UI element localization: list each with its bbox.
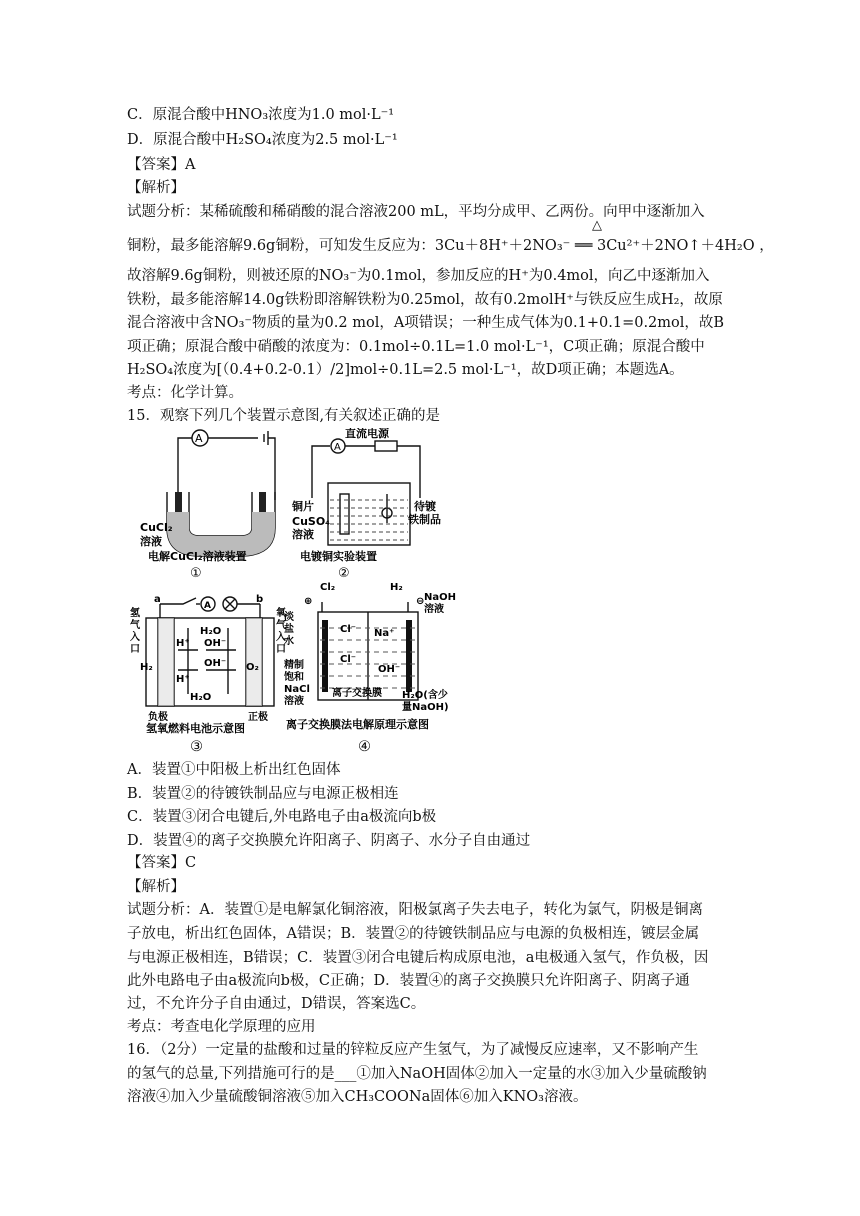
water-feed-label: H₂O(含少 bbox=[402, 690, 448, 701]
h2-label: H₂ bbox=[140, 662, 153, 673]
oh-label: OH⁻ bbox=[204, 638, 227, 649]
q15-option-c: C．装置③闭合电键后,外电路电子由a极流向b极 bbox=[127, 809, 437, 825]
fig1-solution-label: CuCl₂ bbox=[140, 521, 173, 534]
q15-analysis-line: 过，不允许分子自由通过，D错误，答案选C。 bbox=[127, 996, 426, 1012]
q14-analysis-line: 试题分析：某稀硫酸和稀硝酸的混合溶液200 mL，平均分成甲、乙两份。向甲中逐渐加入 bbox=[127, 204, 705, 220]
fig2-copper-label: 铜片 bbox=[292, 500, 314, 513]
h2-inlet-label: 气 bbox=[130, 620, 140, 631]
fig4-caption: 离子交换膜法电解原理示意图 bbox=[286, 718, 429, 731]
ammeter-label: A bbox=[204, 601, 211, 611]
ammeter-label: A bbox=[195, 432, 203, 445]
q14-analysis-line: H₂SO₄浓度为[（0.4+0.2-0.1）/2]mol÷0.1L=2.5 mol·L⁻¹，故D项正确；本题选A。 bbox=[127, 362, 684, 378]
q15-analysis-line: 子放电，析出红色固体，A错误；B．装置②的待镀铁制品应与电源的负极相连，镀层金属 bbox=[127, 926, 700, 942]
cl-ion-label: Cl⁻ bbox=[340, 624, 357, 635]
fig2-caption: 电镀铜实验装置 bbox=[300, 550, 377, 563]
brine-feed-label: NaCl bbox=[284, 684, 310, 695]
q14-analysis-line: 铁粉，最多能溶解14.0g铁粉即溶解铁粉为0.25mol，故有0.2molH⁺与铁反应生成H₂，故原 bbox=[127, 292, 723, 308]
negative-electrode-label: 负极 bbox=[148, 712, 168, 723]
brine-feed-label: 饱和 bbox=[284, 672, 304, 683]
fig1-caption: 电解CuCl₂溶液装置 bbox=[148, 550, 247, 563]
q15-stem: 15．观察下列几个装置示意图,有关叙述正确的是 bbox=[127, 408, 441, 424]
naoh-label: 溶液 bbox=[424, 604, 444, 615]
positive-electrode-label: 正极 bbox=[248, 712, 268, 723]
membrane-label: 离子交换膜 bbox=[332, 688, 382, 699]
o2-inlet-label: 口 bbox=[276, 644, 286, 655]
brine-feed-label: 溶液 bbox=[284, 696, 304, 707]
q14-option-d: D．原混合酸中H₂SO₄浓度为2.5 mol·L⁻¹ bbox=[127, 132, 398, 148]
figure-copper-plating bbox=[290, 428, 450, 583]
o2-label: O₂ bbox=[246, 662, 259, 673]
q16-line: 溶液④加入少量硫酸铜溶液⑤加入CH₃COONa固体⑥加入KNO₃溶液。 bbox=[127, 1089, 588, 1105]
cl2-label: Cl₂ bbox=[320, 582, 336, 593]
q15-kaodian: 考点：考查电化学原理的应用 bbox=[127, 1019, 316, 1035]
oh-ion-label: OH⁻ bbox=[378, 664, 401, 675]
fig1-number: ① bbox=[190, 566, 202, 581]
electrode-b-label: b bbox=[256, 594, 264, 605]
electrode-a-label: a bbox=[154, 594, 161, 605]
dilute-brine-label: 水 bbox=[284, 636, 294, 647]
oh-label: OH⁻ bbox=[204, 658, 227, 669]
h2-inlet-label: 入 bbox=[130, 632, 140, 643]
na-ion-label: Na⁺ bbox=[374, 628, 395, 639]
fig3-caption: 氢氧燃料电池示意图 bbox=[146, 722, 245, 735]
anode-sign: ⊕ bbox=[304, 596, 313, 607]
brine-feed-label: 精制 bbox=[284, 660, 304, 671]
q14-analysis-line: 项正确；原混合酸中硝酸的浓度为：0.1mol÷0.1L=1.0 mol·L⁻¹，C项正确；原混合酸中 bbox=[127, 339, 705, 355]
h2-inlet-label: 口 bbox=[130, 644, 140, 655]
q15-option-b: B．装置②的待镀铁制品应与电源正极相连 bbox=[127, 786, 399, 802]
q15-analysis-line: 试题分析：A．装置①是电解氯化铜溶液，阳极氯离子失去电子，转化为氯气，阴极是铜离 bbox=[127, 902, 703, 918]
fig2-solution-label: CuSO₄ bbox=[292, 515, 330, 528]
q15-answer: 【答案】C bbox=[127, 855, 197, 871]
o2-inlet-label: 氧 bbox=[276, 608, 286, 619]
figure-cucl2-electrolysis bbox=[140, 428, 300, 583]
dc-power-label: 直流电源 bbox=[345, 428, 389, 440]
ammeter-label: A bbox=[334, 442, 341, 453]
fig2-number: ② bbox=[338, 566, 350, 581]
q14-answer: 【答案】A bbox=[127, 157, 196, 173]
cl-ion-label: Cl⁻ bbox=[340, 654, 357, 665]
fig2-iron-label: 铁制品 bbox=[408, 513, 441, 526]
fig2-solution-label: 溶液 bbox=[292, 528, 314, 541]
water-feed-label: 量NaOH) bbox=[402, 702, 449, 713]
dilute-brine-label: 盐 bbox=[284, 624, 294, 635]
q14-analysis-line: 混合溶液中含NO₃⁻物质的量为0.2 mol，A项错误；一种生成气体为0.1+0.1=0.2mol，故B bbox=[127, 315, 725, 331]
h2-label: H₂ bbox=[390, 582, 403, 593]
q14-analysis-line: 故溶解9.6g铜粉，则被还原的NO₃⁻为0.1mol，参加反应的H⁺为0.4mol，向乙中逐渐加入 bbox=[127, 268, 710, 284]
figure-ion-exchange bbox=[282, 576, 462, 736]
h2-inlet-label: 氢 bbox=[130, 608, 140, 619]
o2-inlet-label: 气 bbox=[276, 620, 286, 631]
q16-line: 16．（2分）一定量的盐酸和过量的锌粒反应产生氢气，为了减慢反应速率，又不影响产生 bbox=[127, 1042, 699, 1058]
q15-option-a: A．装置①中阳极上析出红色固体 bbox=[127, 762, 341, 778]
fig3-number: ③ bbox=[190, 739, 203, 755]
fig4-number: ④ bbox=[358, 739, 371, 755]
q14-kaodian: 考点：化学计算。 bbox=[127, 385, 243, 401]
dilute-brine-label: 淡 bbox=[284, 612, 294, 623]
q16-line: 的氢气的总量,下列措施可行的是___①加入NaOH固体②加入一定量的水③加入少量硫酸钠 bbox=[127, 1066, 707, 1082]
naoh-label: NaOH bbox=[424, 592, 456, 603]
hplus-label: H⁺ bbox=[176, 638, 190, 649]
q15-analysis-heading: 【解析】 bbox=[127, 879, 185, 895]
cathode-sign: ⊖ bbox=[416, 596, 425, 607]
q15-option-d: D．装置④的离子交换膜允许阳离子、阴离子、水分子自由通过 bbox=[127, 833, 531, 849]
q14-analysis-line: 铜粉，最多能溶解9.6g铜粉，可知发生反应为：3Cu＋8H⁺＋2NO₃⁻ ══ 3Cu²⁺＋2NO↑＋4H₂O ， bbox=[127, 238, 774, 254]
hplus-label: H⁺ bbox=[176, 674, 190, 685]
heat-symbol: △ bbox=[592, 218, 602, 233]
fig1-solution-label: 溶液 bbox=[140, 535, 162, 548]
water-label: H₂O bbox=[190, 692, 212, 703]
water-label: H₂O bbox=[200, 626, 222, 637]
q15-analysis-line: 此外电路电子由a极流向b极，C正确；D．装置④的离子交换膜只允许阳离子、阴离子通 bbox=[127, 973, 690, 989]
fig2-iron-label: 待镀 bbox=[414, 500, 436, 513]
figure-fuel-cell bbox=[128, 590, 288, 740]
q14-analysis-heading: 【解析】 bbox=[127, 180, 185, 196]
q14-option-c: C．原混合酸中HNO₃浓度为1.0 mol·L⁻¹ bbox=[127, 107, 395, 123]
q15-analysis-line: 与电源正极相连，B错误；C．装置③闭合电键后构成原电池，a电极通入氢气，作负极，因 bbox=[127, 950, 709, 966]
o2-inlet-label: 入 bbox=[276, 632, 286, 643]
